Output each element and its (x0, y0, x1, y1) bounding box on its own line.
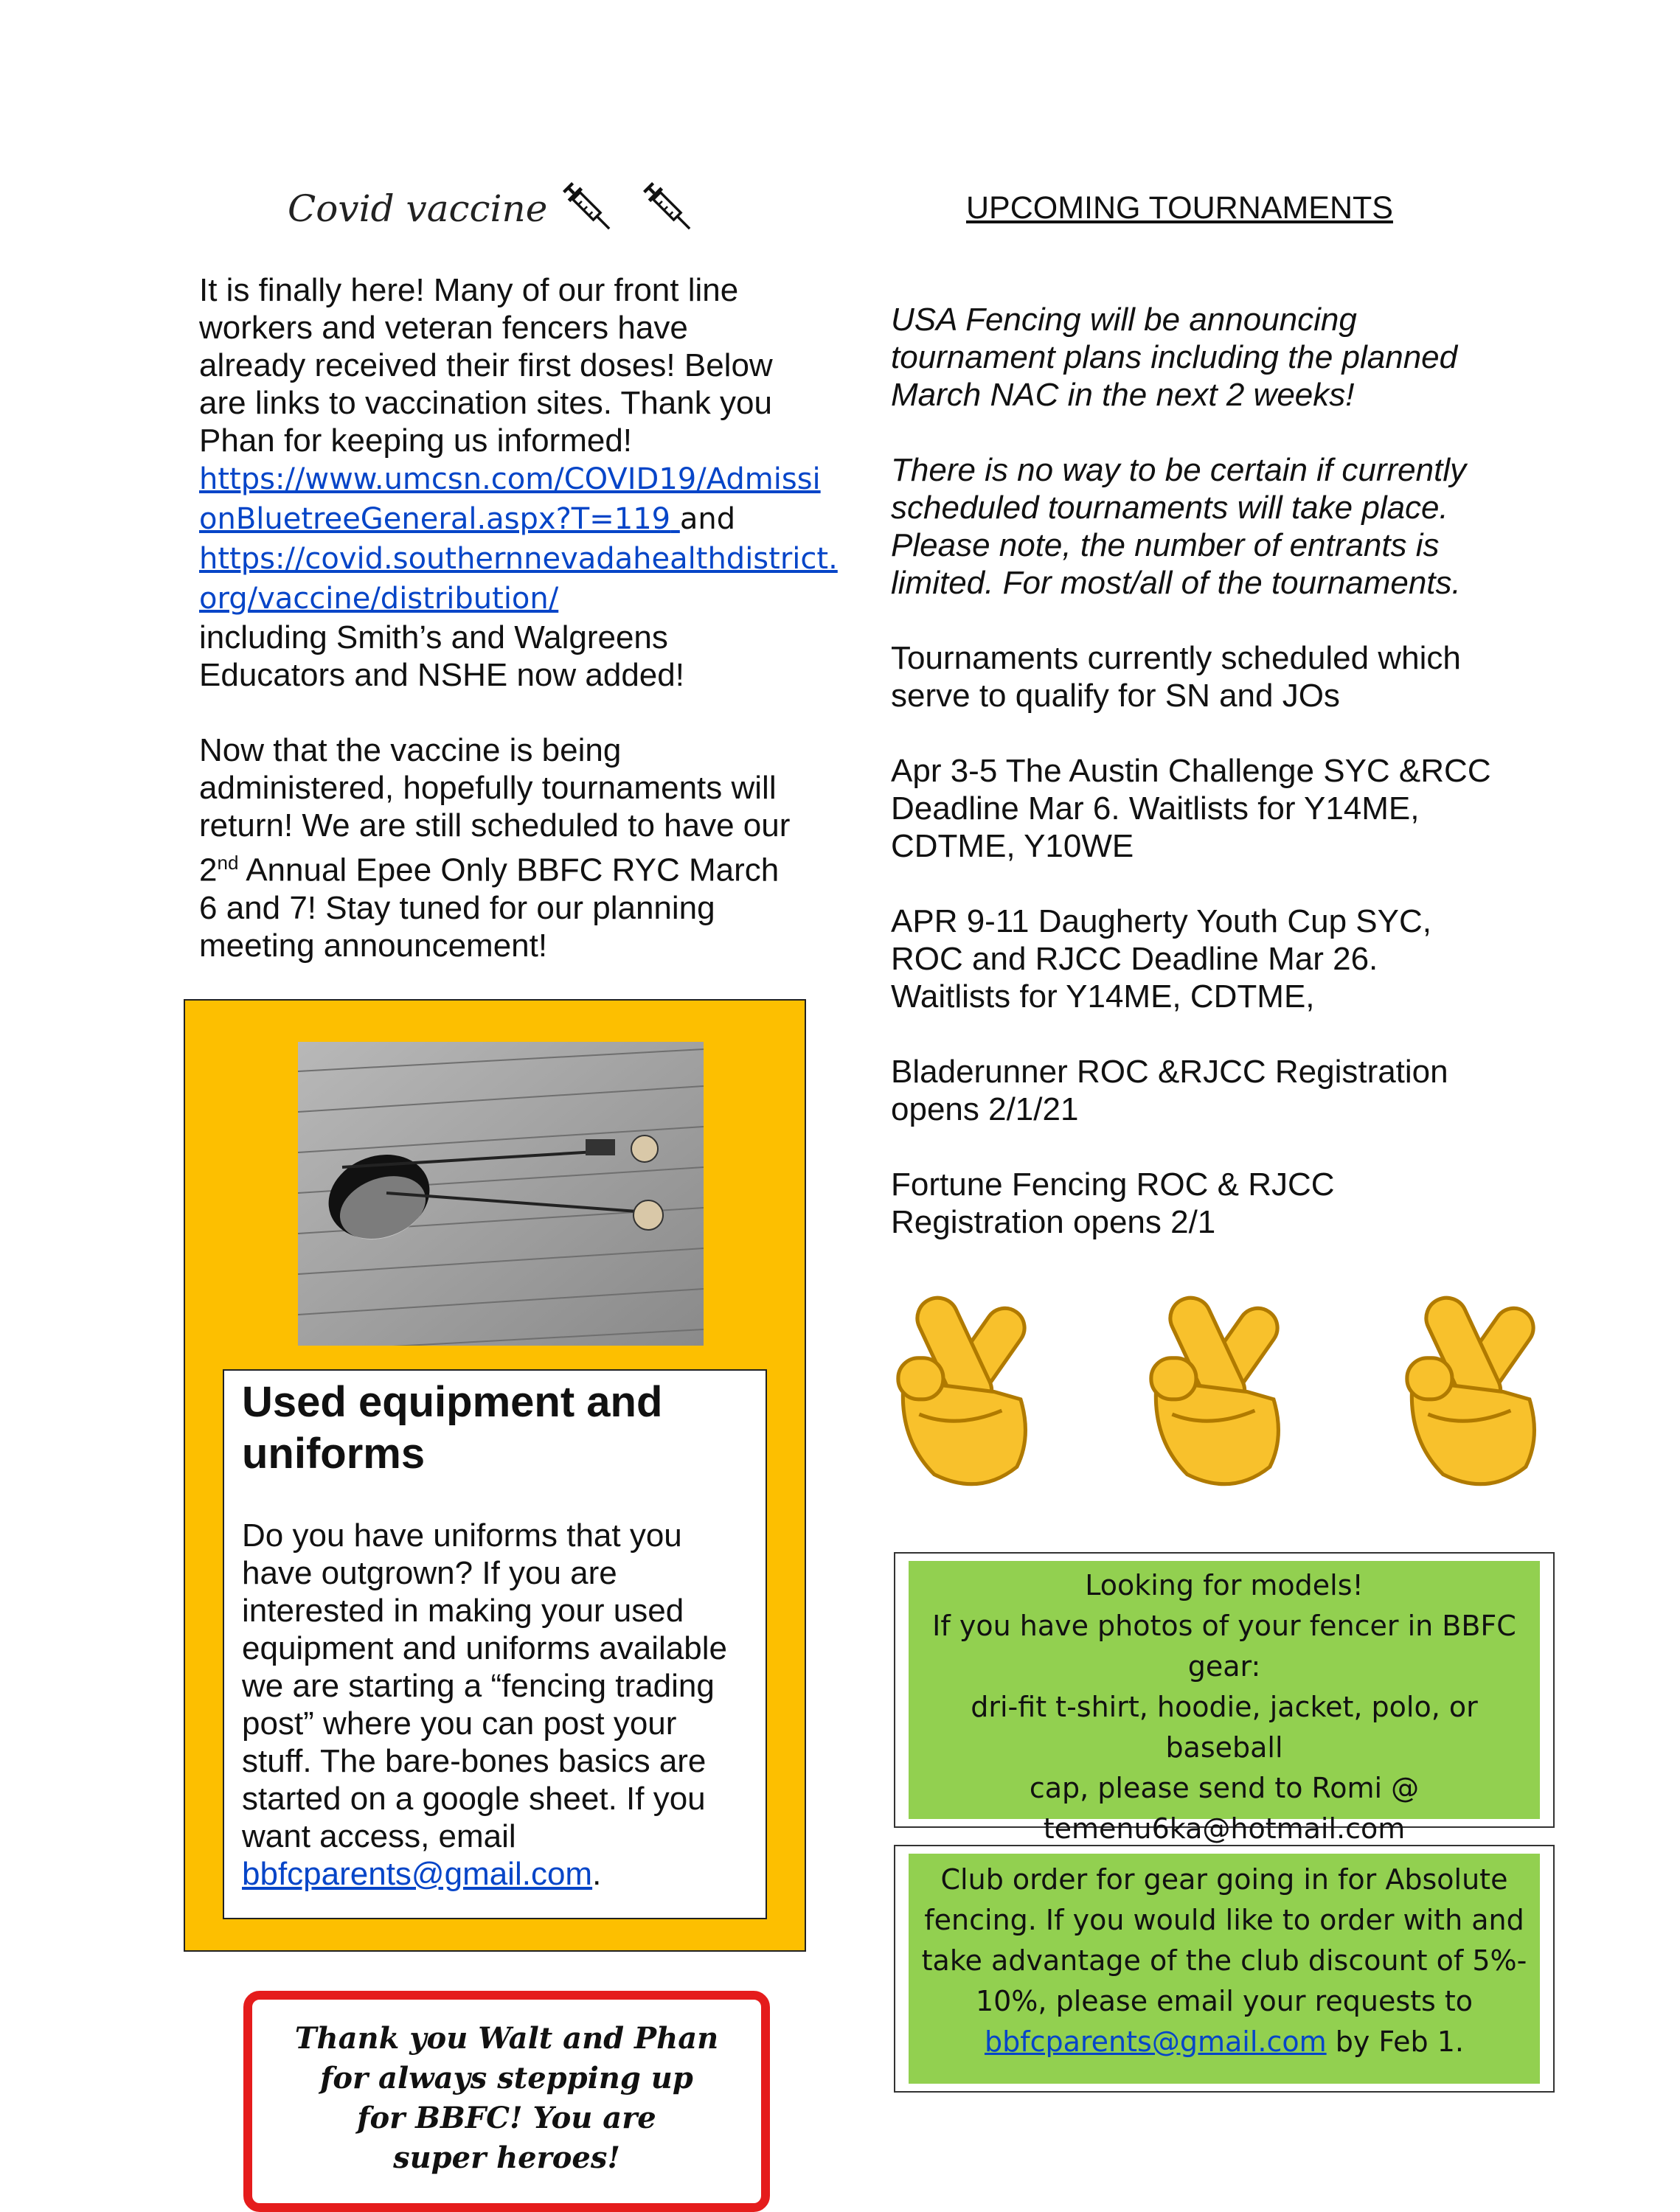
fencing-equipment-photo (298, 1042, 704, 1346)
used-equipment-box (223, 1369, 767, 1919)
upcoming-tournaments-heading: UPCOMING TOURNAMENTS (966, 190, 1393, 226)
thanks-line-1: Thank you Walt and Phan (294, 2021, 719, 2056)
crossed-fingers-icon (1142, 1287, 1293, 1489)
vaccine-section (199, 271, 838, 964)
snhd-link[interactable]: https://covid.southernnevadahealthdistrict. org/vaccine/distribution/ (199, 542, 838, 616)
models-line: gear: (1187, 1650, 1261, 1683)
vaccine-paragraph-2: Now that the vaccine is being administered, hopefully tournaments will return! We are still scheduled to have our 2nd Annual Epee Only BBFC RYC March 6 and 7! Stay tuned for our planning meeting announcement! (199, 732, 791, 964)
models-box (894, 1552, 1555, 1845)
models-line: If you have photos of your fencer in BBFC (932, 1610, 1516, 1642)
umc-link[interactable]: https://www.umcsn.com/COVID19/Admissi onBluetreeGeneral.aspx?T=119 and (199, 459, 796, 539)
vaccine-locations: including Smith’s and Walgreens Educators and NSHE now added! (199, 619, 684, 693)
tournament-event: Fortune Fencing ROC & RJCC Registration opens 2/1 (891, 1166, 1335, 1240)
thanks-line-2: for always stepping up (320, 2061, 693, 2096)
crossed-fingers-icon (1398, 1287, 1549, 1489)
usa-fencing-announcement: USA Fencing will be announcing tournament plans including the planned March NAC in the next 2 weeks! (891, 302, 1458, 413)
order-line: take advantage of the club discount of 5%- (921, 1944, 1527, 1977)
models-line: Looking for models! (1085, 1569, 1364, 1601)
order-line: fencing. If you would like to order with and (924, 1904, 1524, 1936)
order-email-link[interactable]: bbfcparents@gmail.com (984, 2025, 1327, 2058)
tournament-event: Bladerunner ROC &RJCC Registration opens 2/1/21 (891, 1054, 1448, 1127)
current-tournaments-intro: Tournaments currently scheduled which serve to qualify for SN and JOs (891, 640, 1461, 714)
covid-vaccine-heading (288, 177, 701, 240)
syringe-icon (638, 177, 701, 240)
models-line: dri-fit t-shirt, hoodie, jacket, polo, or baseball (971, 1691, 1478, 1764)
tournaments-section (891, 301, 1503, 1241)
tournament-event: Apr 3-5 The Austin Challenge SYC &RCC Deadline Mar 6. Waitlists for Y14ME, CDTME, Y10WE (891, 753, 1491, 864)
syringe-icon (558, 177, 620, 240)
models-email: temenu6ka@hotmail.com (1043, 1812, 1406, 1845)
thanks-line-4: super heroes! (393, 2140, 620, 2175)
bbfc-email-link[interactable]: bbfcparents@gmail.com (242, 1856, 593, 1892)
club-order-box (894, 1845, 1555, 2093)
tournament-event: APR 9-11 Daugherty Youth Cup SYC, ROC and RJCC Deadline Mar 26. Waitlists for Y14ME, CDTME, (891, 903, 1431, 1015)
used-equipment-text: Do you have uniforms that you have outgrown? If you are interested in making your used equipment and uniforms available we are starting a “fencing trading post” where you can post your stuff. The bare-bones basics are started on a google sheet. If you want access, email bbfcparents@gmail.com. (242, 1517, 727, 1892)
models-line: cap, please send to Romi @ (1029, 1772, 1420, 1804)
and-word: and (679, 502, 736, 536)
used-equipment-title: Used equipment and uniforms (242, 1378, 663, 1478)
crossed-fingers-icon (889, 1287, 1040, 1489)
order-line: 10%, please email your requests to (975, 1985, 1474, 2017)
order-line: bbfcparents@gmail.com by Feb 1. (984, 2025, 1465, 2058)
tournament-caution: There is no way to be certain if currently scheduled tournaments will take place. Please note, the number of entrants is limited. For most/all of the tournaments. (891, 452, 1467, 601)
thanks-line-3: for BBFC! You are (357, 2101, 656, 2135)
order-line: Club order for gear going in for Absolute (940, 1863, 1508, 1896)
vaccine-intro: It is finally here! Many of our front line workers and veteran fencers have already received their first doses! Below are links to vaccination sites. Thank you Phan for keeping us informed! (199, 272, 773, 459)
covid-vaccine-title: Covid vaccine (288, 187, 548, 230)
thanks-banner (243, 1991, 770, 2212)
